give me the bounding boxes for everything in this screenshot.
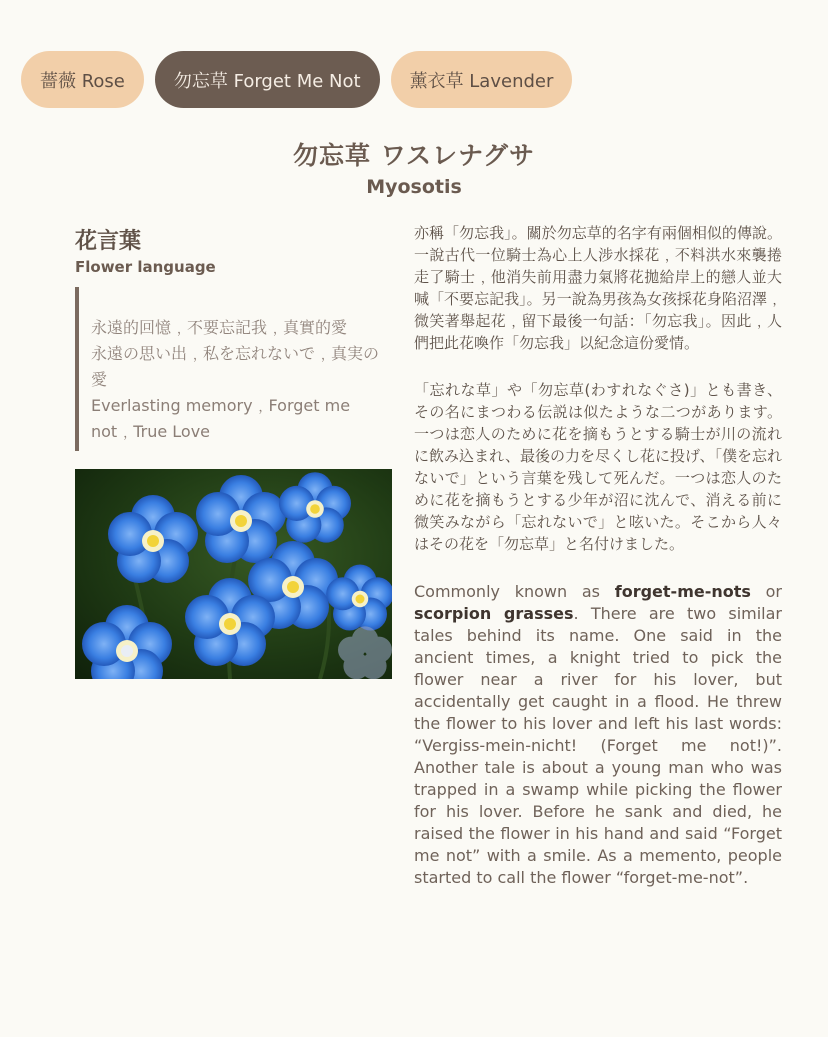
quote-en: Everlasting memory﹐Forget me not﹐True Love xyxy=(91,396,351,441)
page-header xyxy=(0,136,828,198)
tab-rose[interactable]: 薔薇 Rose xyxy=(21,51,144,108)
quote-jp: 永遠の思い出﹐私を忘れないで﹐真実の愛 xyxy=(91,344,380,389)
description-en-text-3: . There are two similar tales behind its name. One said in the ancient times, a knight tried to pick the flower near a river for his lover, but accidentally get caught in a flood. He threw the flower to his lover and left his last words: “Vergiss-mein-nicht! (Forget me not!)”. Another tale is about a young man who was trapped in a swamp while picking the flower for his lover. Before he sank and died, he raised the flower in his hand and said “Forget me not” with a smile. As a memento, people started to call the flower “forget-me-not”. xyxy=(414,604,783,887)
description-en-bold-2: scorpion grasses xyxy=(414,604,574,623)
flower-1 xyxy=(108,495,198,583)
description-section xyxy=(414,222,782,889)
flower-language-section xyxy=(75,224,393,451)
quote-cn: 永遠的回憶﹐不要忘記我﹐真實的愛 xyxy=(91,318,348,337)
flower-language-subtitle: Flower language xyxy=(75,258,216,276)
flower-3 xyxy=(279,472,351,542)
description-en-text-2: or xyxy=(750,582,783,601)
description-cn: 亦稱「勿忘我」。關於勿忘草的名字有兩個相似的傳說。一說古代一位騎士為心上人涉水採花﹐不料洪水來襲捲走了騎士﹐他消失前用盡力氣將花拋給岸上的戀人並大喊「不要忘記我」。另一說為男孩為女孩採花身陷沼澤﹐微笑著舉起花﹐留下最後一句話：「勿忘我」。因此﹐人們把此花喚作「勿忘我」以紀念這份愛情。 xyxy=(414,224,782,352)
tab-lavender[interactable]: 薰衣草 Lavender xyxy=(391,51,573,108)
flower-6 xyxy=(82,605,172,679)
flower-language-title: 花言葉 xyxy=(75,229,142,254)
flower-8 xyxy=(338,626,392,679)
description-jp: 「忘れな草」や「勿忘草(わすれなぐさ)」とも書き、その名にまつわる伝説は似たような二つがあります。一つは恋人のために花を摘もうとする騎士が川の流れに飲み込まれ、最後の力を尽くし花に投げ、「僕を忘れないで」という言葉を残して死んだ。一つは恋人のために花を摘もうとする少年が沼に沈んで、消える前に微笑みながら「忘れないで」と呟いた。そこから人々はその花を「勿忘草」と名付けました。 xyxy=(414,381,782,553)
tab-forget-me-not[interactable]: 勿忘草 Forget Me Not xyxy=(155,51,380,108)
description-en xyxy=(414,581,782,889)
description-en-text-1: Commonly known as xyxy=(414,582,615,601)
page-title: 勿忘草 ワスレナグサ xyxy=(293,141,535,170)
forget-me-not-illustration xyxy=(75,469,392,679)
flower-tabs xyxy=(21,51,572,108)
description-en-bold-1: forget-me-nots xyxy=(614,582,751,601)
flower-language-quote xyxy=(75,287,393,451)
flower-2 xyxy=(196,475,286,563)
flower-photo xyxy=(75,469,392,679)
page-subtitle: Myosotis xyxy=(366,176,462,198)
